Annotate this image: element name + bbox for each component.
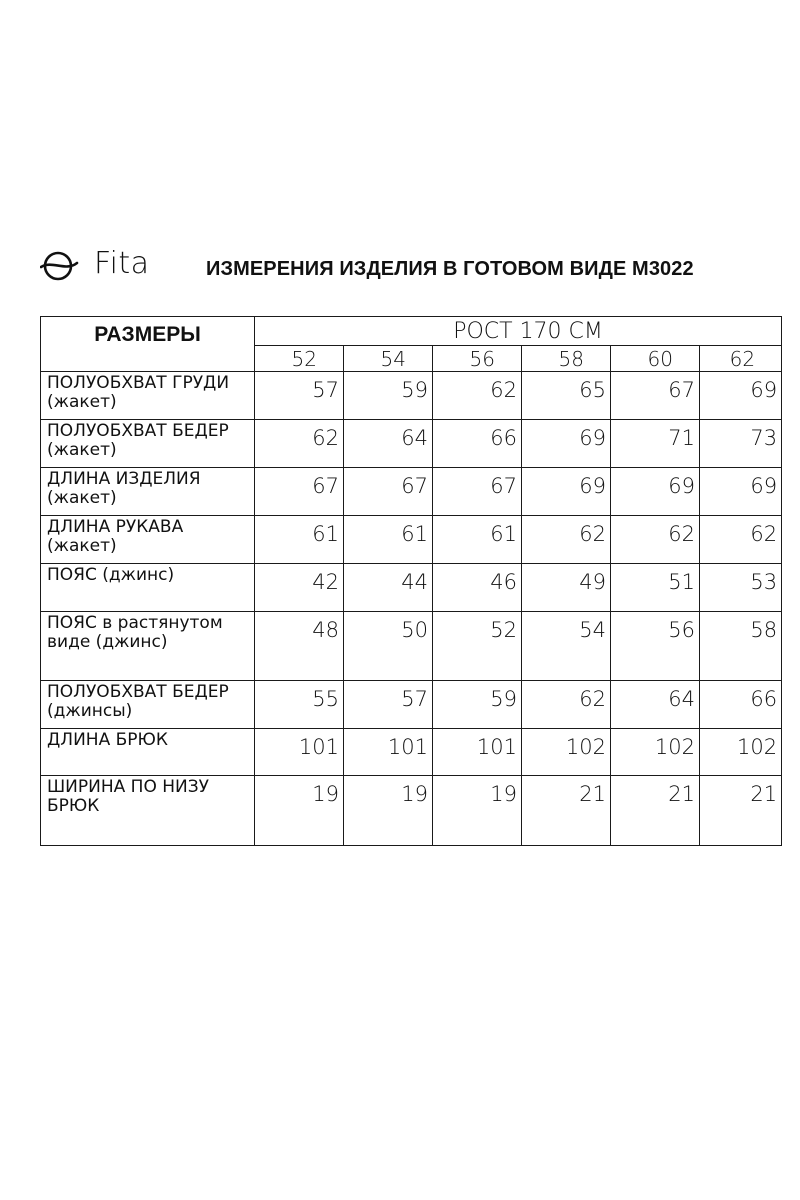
table-cell: 56 [611, 612, 700, 681]
table-cell: 71 [611, 420, 700, 468]
table-cell: 64 [344, 420, 433, 468]
table-cell: 67 [433, 468, 522, 516]
table-cell: 53 [700, 564, 782, 612]
table-row [41, 729, 782, 776]
table-cell: 57 [255, 372, 344, 420]
table-cell: 49 [522, 564, 611, 612]
table-cell: 61 [433, 516, 522, 564]
table-cell: 62 [611, 516, 700, 564]
table-cell: 62 [700, 516, 782, 564]
table-row [41, 420, 782, 468]
table-cell: 64 [611, 681, 700, 729]
size-header: 62 [700, 346, 782, 372]
row-label: ПОЛУОБХВАТ ГРУДИ (жакет) [41, 372, 255, 420]
table-cell: 52 [433, 612, 522, 681]
table-cell: 57 [344, 681, 433, 729]
table-cell: 21 [700, 776, 782, 846]
table-row [41, 516, 782, 564]
size-header: 52 [255, 346, 344, 372]
size-header: 58 [522, 346, 611, 372]
table-cell: 61 [255, 516, 344, 564]
table-cell: 59 [344, 372, 433, 420]
size-chart-table [40, 316, 782, 846]
table-cell: 62 [433, 372, 522, 420]
table-row [41, 681, 782, 729]
table-cell: 58 [700, 612, 782, 681]
table-cell: 67 [255, 468, 344, 516]
table-row [41, 372, 782, 420]
table-row [41, 468, 782, 516]
fita-logo-icon [40, 246, 88, 282]
size-header: 54 [344, 346, 433, 372]
table-cell: 67 [611, 372, 700, 420]
table-cell: 50 [344, 612, 433, 681]
table-cell: 69 [611, 468, 700, 516]
table-cell: 19 [255, 776, 344, 846]
row-label: ПОЯС в растянутом виде (джинс) [41, 612, 255, 681]
brand-logo [40, 244, 150, 284]
table-row [41, 612, 782, 681]
table-cell: 55 [255, 681, 344, 729]
table-cell: 48 [255, 612, 344, 681]
page-header [40, 244, 760, 284]
row-label: ПОЛУОБХВАТ БЕДЕР (жакет) [41, 420, 255, 468]
table-cell: 101 [344, 729, 433, 776]
table-cell: 54 [522, 612, 611, 681]
table-cell: 46 [433, 564, 522, 612]
table-cell: 102 [522, 729, 611, 776]
table-cell: 61 [344, 516, 433, 564]
table-cell: 66 [433, 420, 522, 468]
row-label: ПОЛУОБХВАТ БЕДЕР (джинсы) [41, 681, 255, 729]
table-row [41, 564, 782, 612]
table-cell: 69 [522, 420, 611, 468]
size-header: 56 [433, 346, 522, 372]
table-cell: 21 [522, 776, 611, 846]
table-cell: 62 [522, 516, 611, 564]
row-label: ШИРИНА ПО НИЗУ БРЮК [41, 776, 255, 846]
row-label: ДЛИНА РУКАВА (жакет) [41, 516, 255, 564]
table-cell: 42 [255, 564, 344, 612]
size-header: 60 [611, 346, 700, 372]
table-cell: 62 [255, 420, 344, 468]
table-cell: 67 [344, 468, 433, 516]
table-cell: 59 [433, 681, 522, 729]
table-cell: 69 [522, 468, 611, 516]
row-label: ДЛИНА ИЗДЕЛИЯ (жакет) [41, 468, 255, 516]
table-cell: 44 [344, 564, 433, 612]
table-cell: 62 [522, 681, 611, 729]
row-label: ДЛИНА БРЮК [41, 729, 255, 776]
table-cell: 101 [255, 729, 344, 776]
table-cell: 19 [433, 776, 522, 846]
table-cell: 65 [522, 372, 611, 420]
brand-name: Fita [94, 246, 150, 281]
height-header: РОСТ 170 СМ [255, 317, 782, 346]
table-cell: 69 [700, 468, 782, 516]
table-cell: 102 [611, 729, 700, 776]
table-cell: 21 [611, 776, 700, 846]
table-cell: 69 [700, 372, 782, 420]
table-cell: 102 [700, 729, 782, 776]
table-cell: 51 [611, 564, 700, 612]
table-cell: 66 [700, 681, 782, 729]
table-cell: 19 [344, 776, 433, 846]
row-label: ПОЯС (джинс) [41, 564, 255, 612]
table-cell: 73 [700, 420, 782, 468]
page-title: ИЗМЕРЕНИЯ ИЗДЕЛИЯ В ГОТОВОМ ВИДЕ М3022 [206, 258, 694, 280]
table-row [41, 776, 782, 846]
table-cell: 101 [433, 729, 522, 776]
sizes-header: РАЗМЕРЫ [41, 317, 255, 372]
